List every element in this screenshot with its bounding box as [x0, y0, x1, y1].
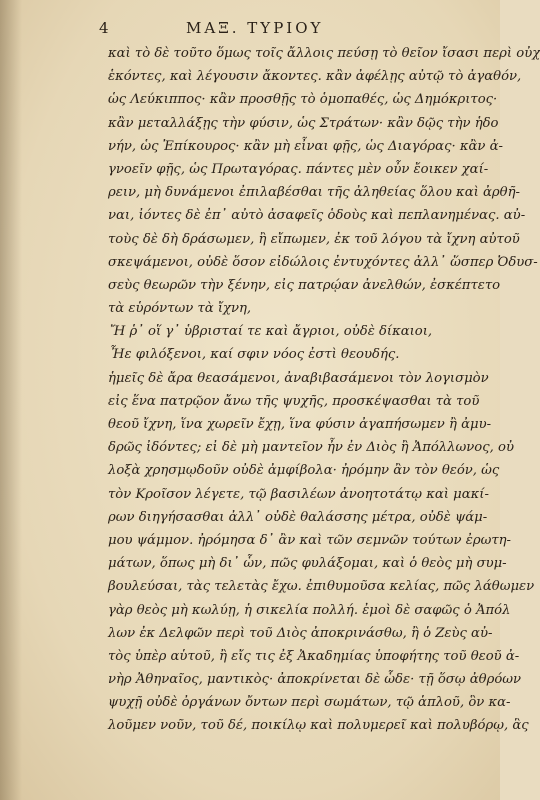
text-line: μάτων, ὅπως μὴ δι᾽ ὧν, πῶς φυλάξομαι, καὶ ὁ θεὸς μὴ συμ- [108, 556, 507, 572]
page-number: 4 [99, 19, 109, 37]
text-line: νὴρ Ἀθηναῖος, μαντικὸς· ἀποκρίνεται δὲ ὧδε· τῇ ὅσῳ ἀθρόων [108, 672, 522, 688]
text-line: τὸν Κροῖσον λέγετε, τῷ βασιλέων ἀνοητοτάτῳ καὶ μακί- [108, 486, 489, 502]
text-line: θεοῦ ἴχνη, ἵνα χωρεῖν ἔχῃ, ἵνα φύσιν ἀγαπήσωμεν ἢ ἀμυ- [108, 417, 492, 432]
text-line: τὸς ὑπὲρ αὑτοῦ, ἢ εἴς τις ἐξ Ἀκαδημίας ὑποφήτης τοῦ θεοῦ ἀ- [108, 648, 520, 664]
text-line: ρων διηγήσασθαι ἀλλ᾽ οὐδὲ θαλάσσης μέτρα, οὐδὲ ψάμ- [108, 509, 488, 525]
text-line: ψυχῇ οὐδὲ ὀργάνων ὄντων περὶ σωμάτων, τῷ ἁπλοῦ, ὃν κα- [108, 695, 511, 711]
text-line: γνοεῖν φῇς, ὡς Πρωταγόρας. πάντες μὲν οὖν ἔοικεν χαί- [108, 161, 489, 177]
text-line: ἑκόντες, καὶ λέγουσιν ἄκοντες. κἂν ἀφέλῃς αὐτῷ τὸ ἀγαθόν, [108, 69, 522, 85]
text-line: δρῶς ἰδόντες; εἰ δὲ μὴ μαντεῖον ἦν ἐν Διὸς ἢ Ἀπόλλωνος, οὐ [108, 440, 514, 456]
text-line: ναι, ἰόντες δὲ ἐπ᾽ αὐτὸ ἀσαφεῖς ὁδοὺς καὶ πεπλανημένας. αὐ- [108, 208, 526, 224]
running-head: ΜΑΞ. ΤΥΡΙΟΥ [186, 19, 324, 37]
text-line: νήν, ὡς Ἐπίκουρος· κἂν μὴ εἶναι φῇς, ὡς Διαγόρας· κἂν ἀ- [108, 138, 503, 154]
text-line: τοὺς δὲ δὴ δράσωμεν, ἢ εἴπωμεν, ἐκ τοῦ λόγου τὰ ἴχνη αὐτοῦ [108, 231, 520, 247]
text-line: ρειν, μὴ δυνάμενοι ἐπιλαβέσθαι τῆς ἀληθείας ὅλου καὶ ἀρθῆ- [108, 185, 520, 201]
text-line: λοξὰ χρησμῳδοῦν οὐδὲ ἀμφίβολα· ἠρόμην ἂν τὸν θεόν, ὡς [108, 463, 500, 479]
text-line: λων ἐκ Δελφῶν περὶ τοῦ Διὸς ἀποκρινάσθω, ἢ ὁ Ζεὺς αὐ- [108, 625, 493, 641]
text-line: τὰ εὑρόντων τὰ ἴχνη, [108, 301, 252, 317]
text-line: σκεψάμενοι, οὐδὲ ὅσον εἰδώλοις ἐντυχόντες ἀλλ᾽ ὥσπερ Ὀδυσ- [108, 254, 538, 270]
text-line: εἰς ἕνα πατρῷον ἄνω τῆς ψυχῆς, προσκέψασθαι τὰ τοῦ [108, 393, 480, 409]
text-line: μου ψάμμον. ἠρόμησα δ᾽ ἂν καὶ τῶν σεμνῶν τούτων ἐρωτη- [108, 532, 511, 548]
text-line: καὶ τὸ δὲ τοῦτο ὅμως τοῖς ἄλλοις πεύσῃ τὸ θεῖον ἴσασι περὶ οὐχ [108, 46, 540, 61]
text-line: γὰρ θεὸς μὴ κωλύῃ, ἡ σικελία πολλή. ἐμοὶ δὲ σαφῶς ὁ Ἀπόλ [108, 602, 511, 618]
verse-line: Ἦε φιλόξενοι, καί σφιν νόος ἐστὶ θεουδής. [110, 347, 400, 363]
gutter-shadow [0, 0, 22, 800]
text-line: βουλεύσαι, τὰς τελετὰς ἔχω. ἐπιθυμοῦσα κελίας, πῶς λάθωμεν [108, 579, 535, 595]
greek-text-block [108, 42, 540, 738]
text-line: ὡς Λεύκιππος· κἂν προσθῇς τὸ ὁμοπαθές, ὡς Δημόκριτος· [108, 92, 498, 108]
verse-line: Ἤ ῥ᾽ οἵ γ᾽ ὑβρισταί τε καὶ ἄγριοι, οὐδὲ δίκαιοι, [110, 324, 433, 340]
text-line: ἡμεῖς δὲ ἄρα θεασάμενοι, ἀναβιβασάμενοι τὸν λογισμὸν [108, 370, 489, 386]
text-line: σεὺς θεωρῶν τὴν ξένην, εἰς πατρῴαν ἀνελθών, ἐσκέπτετο [108, 277, 501, 293]
text-line: λοῦμεν νοῦν, τοῦ δέ, ποικίλῳ καὶ πολυμερεῖ καὶ πολυβόρῳ, ἃς [108, 718, 529, 734]
text-line: κἂν μεταλλάξῃς τὴν φύσιν, ὡς Στράτων· κἂν δῷς τὴν ἡδο [108, 115, 499, 131]
